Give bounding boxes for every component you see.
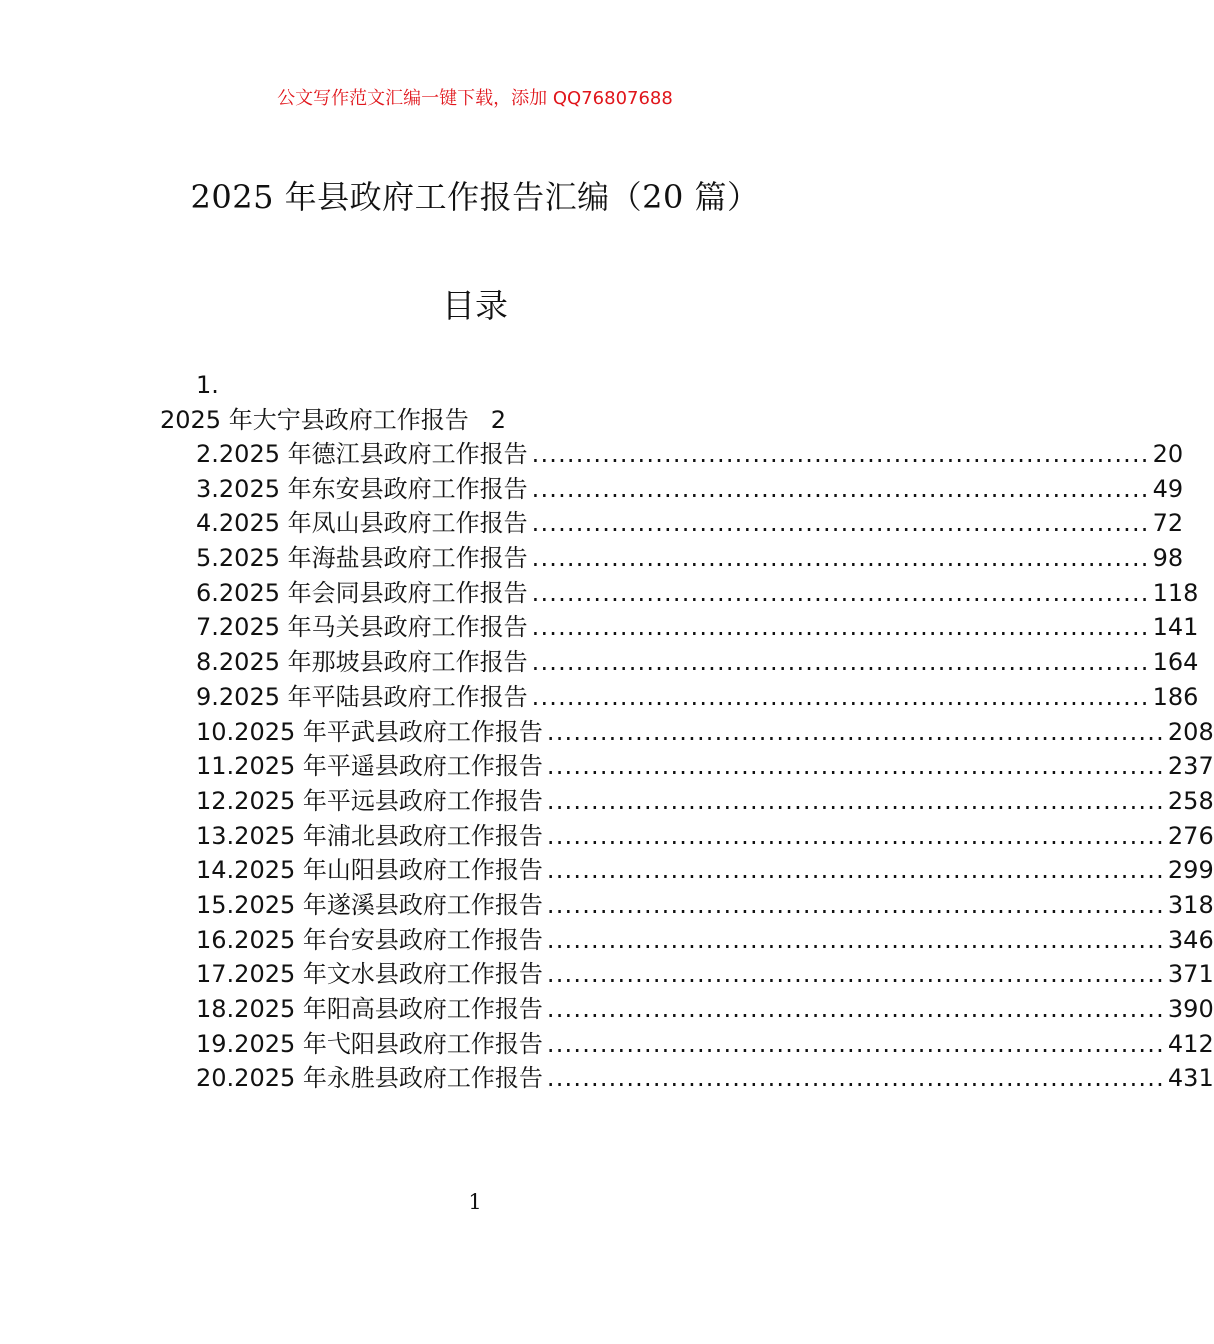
toc-entry[interactable]: [196, 610, 1199, 645]
toc-dot-leader: ......................................................................: [546, 1029, 1165, 1058]
toc-entry[interactable]: [196, 853, 1214, 888]
toc-entry-label: 8.2025 年那坡县政府工作报告: [196, 648, 528, 677]
watermark-banner: 公文写作范文汇编一键下载，添加 QQ76807688: [277, 88, 673, 109]
toc-entry[interactable]: [196, 923, 1214, 958]
toc-entry-page: 371: [1167, 960, 1214, 989]
toc-entry-label: 13.2025 年浦北县政府工作报告: [196, 821, 543, 850]
page-number: 1: [468, 1190, 482, 1214]
toc-entry-page: 258: [1167, 786, 1214, 815]
toc-entry-page: 2: [490, 406, 506, 434]
toc-entry-page: 276: [1167, 821, 1214, 850]
toc-dot-leader: ......................................................................: [546, 890, 1165, 919]
toc-heading: 目录: [442, 286, 508, 325]
toc-dot-leader: ......................................................................: [546, 1064, 1165, 1093]
document-title: 2025 年县政府工作报告汇编（20 篇）: [190, 178, 760, 216]
toc-entry[interactable]: [196, 645, 1199, 680]
toc-entry-label: 16.2025 年台安县政府工作报告: [196, 925, 543, 954]
toc-entry[interactable]: [196, 1061, 1214, 1096]
toc-entry-label: 2025 年大宁县政府工作报告: [160, 406, 469, 434]
toc-entry[interactable]: [196, 888, 1214, 923]
toc-dot-leader: ......................................................................: [546, 821, 1165, 850]
toc-entry-label: 14.2025 年山阳县政府工作报告: [196, 856, 543, 885]
toc-entry-label: 20.2025 年永胜县政府工作报告: [196, 1064, 543, 1093]
toc-entry-page: 299: [1167, 856, 1214, 885]
toc-entry[interactable]: [196, 472, 1184, 507]
toc-dot-leader: ......................................................................: [531, 682, 1150, 711]
toc-entry-label: 2.2025 年德江县政府工作报告: [196, 440, 528, 468]
toc-entry-page: 208: [1167, 717, 1214, 746]
toc-entry-page: 237: [1167, 752, 1214, 781]
toc-entry[interactable]: [196, 1027, 1214, 1062]
toc-entry-label: 10.2025 年平武县政府工作报告: [196, 717, 543, 746]
toc-entry-page: 412: [1167, 1029, 1214, 1058]
toc-dot-leader: ......................................................................: [546, 960, 1165, 989]
toc-entry-page: 72: [1152, 509, 1184, 538]
toc-entry[interactable]: [196, 992, 1214, 1027]
toc-dot-leader: ......................................................................: [546, 925, 1165, 954]
toc-entry-page: 186: [1152, 682, 1199, 711]
toc-entry-page: 118: [1152, 578, 1199, 607]
toc-entry[interactable]: [196, 819, 1214, 854]
toc-entry-label: 4.2025 年凤山县政府工作报告: [196, 509, 528, 538]
toc-dot-leader: ......................................................................: [531, 578, 1150, 607]
toc-entry-label: 12.2025 年平远县政府工作报告: [196, 786, 543, 815]
toc-entry-1[interactable]: [160, 402, 506, 438]
toc-entry-label: 3.2025 年东安县政府工作报告: [196, 474, 528, 503]
toc-dot-leader: ......................................................................: [546, 856, 1165, 885]
toc-entry-page: 49: [1152, 474, 1184, 503]
toc-entry-page: 98: [1152, 544, 1184, 573]
toc-dot-leader: ......................................................................: [531, 544, 1150, 573]
toc-dot-leader: ......................................................................: [531, 440, 1150, 468]
toc-entry-label: 19.2025 年弋阳县政府工作报告: [196, 1029, 543, 1058]
toc-entry[interactable]: [196, 506, 1184, 541]
toc-entry[interactable]: [196, 957, 1214, 992]
toc-entry-page: 164: [1152, 648, 1199, 677]
toc-entry-page: 20: [1152, 440, 1184, 468]
toc-entry-label: 9.2025 年平陆县政府工作报告: [196, 682, 528, 711]
toc-entry-label: 6.2025 年会同县政府工作报告: [196, 578, 528, 607]
toc-dot-leader: ......................................................................: [531, 509, 1150, 538]
toc-entry[interactable]: [196, 715, 1214, 750]
toc-entry[interactable]: [196, 541, 1184, 576]
toc-entry-1-number: 1.: [196, 371, 219, 399]
toc-entry[interactable]: [196, 680, 1199, 715]
toc-dot-leader: ......................................................................: [531, 613, 1150, 642]
toc-entry-label: 7.2025 年马关县政府工作报告: [196, 613, 528, 642]
toc-dot-leader: ......................................................................: [531, 474, 1150, 503]
toc-entry-page: 431: [1167, 1064, 1214, 1093]
toc-dot-leader: ......................................................................: [531, 648, 1150, 677]
toc-dot-leader: ......................................................................: [546, 786, 1165, 815]
toc-entry-label: 18.2025 年阳高县政府工作报告: [196, 995, 543, 1023]
toc-dot-leader: ......................................................................: [546, 752, 1165, 781]
table-of-contents: [196, 437, 1214, 1096]
toc-entry-page: 318: [1167, 890, 1214, 919]
toc-entry-label: 5.2025 年海盐县政府工作报告: [196, 544, 528, 573]
toc-dot-leader: ......................................................................: [546, 995, 1165, 1023]
toc-entry-page: 141: [1152, 613, 1199, 642]
toc-entry[interactable]: [196, 749, 1214, 784]
toc-entry[interactable]: [196, 437, 1184, 472]
toc-entry-label: 17.2025 年文水县政府工作报告: [196, 960, 543, 989]
toc-entry-page: 390: [1167, 995, 1214, 1023]
toc-entry[interactable]: [196, 576, 1199, 611]
toc-dot-leader: ......................................................................: [546, 717, 1165, 746]
toc-entry-label: 15.2025 年遂溪县政府工作报告: [196, 890, 543, 919]
toc-entry-label: 11.2025 年平遥县政府工作报告: [196, 752, 543, 781]
toc-entry[interactable]: [196, 784, 1214, 819]
toc-entry-page: 346: [1167, 925, 1214, 954]
